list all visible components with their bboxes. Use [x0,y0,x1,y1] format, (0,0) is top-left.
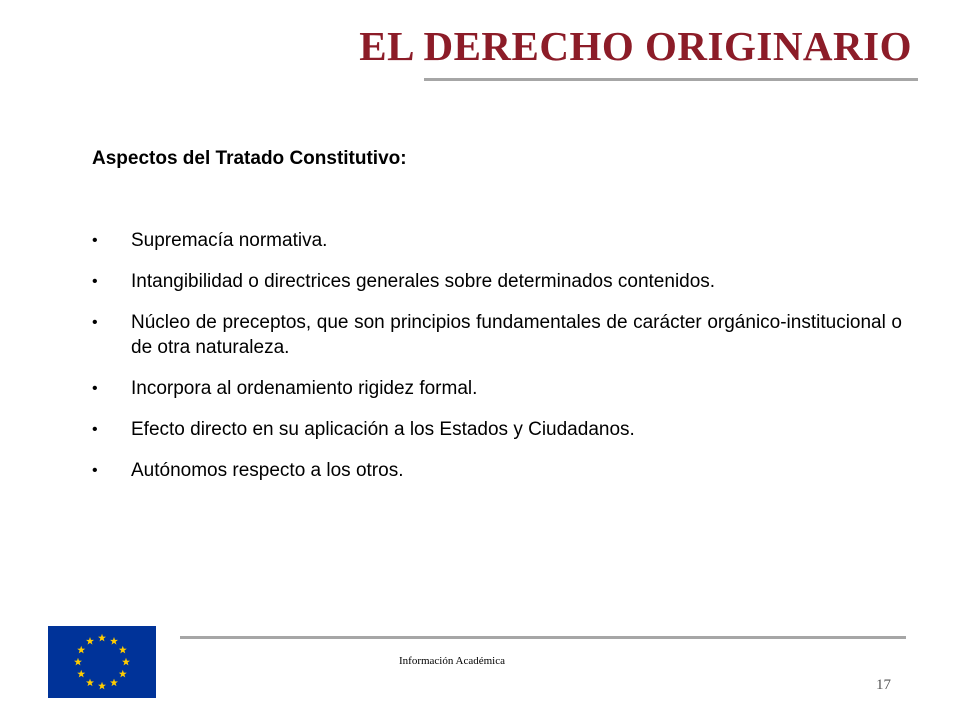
eu-flag-icon [48,626,156,698]
list-item-text: Efecto directo en su aplicación a los Estados y Ciudadanos. [131,419,635,440]
bullet-icon: • [92,232,98,249]
list-item [92,228,902,253]
list-item-text: Supremacía normativa. [131,230,328,251]
bullet-icon: • [92,462,98,479]
star-icon [98,634,106,642]
star-icon [110,679,118,687]
star-icon [77,646,85,654]
list-item [92,376,902,401]
star-icon [110,637,118,645]
bullet-list [92,228,902,499]
star-icon [74,658,82,666]
star-icon [86,637,94,645]
list-item-text: Núcleo de preceptos, que son principios fundamentales de carácter orgánico-institucional o de otra naturaleza. [131,312,902,358]
star-icon [119,646,127,654]
eu-flag-stars [48,626,156,698]
slide-subtitle: Aspectos del Tratado Constitutivo: [92,148,407,169]
bullet-icon: • [92,421,98,438]
list-item [92,310,902,360]
star-icon [86,679,94,687]
list-item [92,417,902,442]
title-divider [424,78,918,81]
footer-divider [180,636,906,639]
star-icon [119,670,127,678]
page-number: 17 [876,677,891,693]
slide-title: EL DERECHO ORIGINARIO [359,23,912,69]
list-item-text: Intangibilidad o directrices generales sobre determinados contenidos. [131,271,716,292]
bullet-icon: • [92,314,98,331]
list-item-text: Autónomos respecto a los otros. [131,460,404,481]
bullet-icon: • [92,380,98,397]
footer-text: Información Académica [399,655,505,667]
star-icon [98,682,106,690]
star-icon [77,670,85,678]
list-item [92,458,902,483]
list-item [92,269,902,294]
star-icon [122,658,130,666]
list-item-text: Incorpora al ordenamiento rigidez formal. [131,378,478,399]
bullet-icon: • [92,273,98,290]
